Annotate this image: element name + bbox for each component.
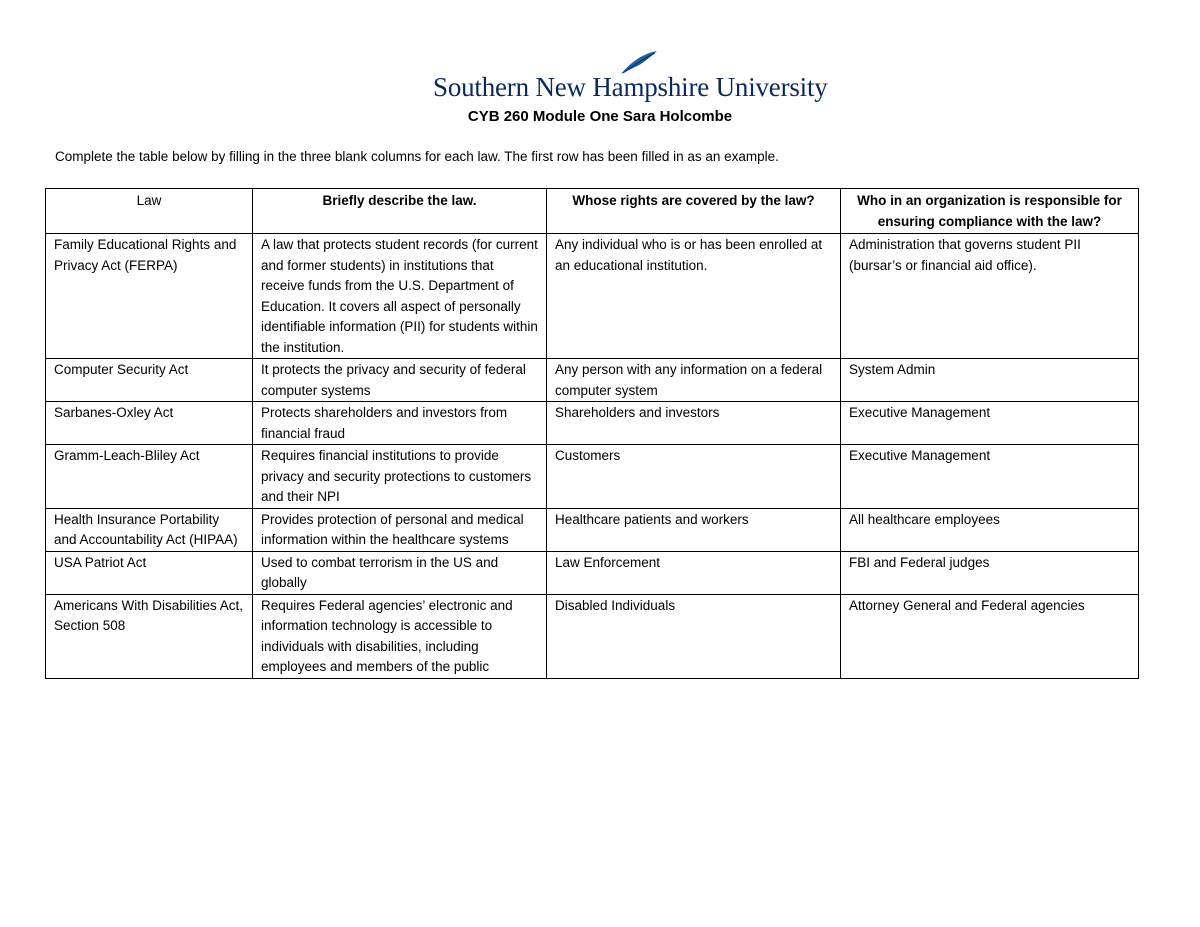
description-cell: Provides protection of personal and medical information within the healthcare systems	[253, 508, 547, 551]
header-rights: Whose rights are covered by the law?	[547, 189, 841, 234]
law-cell: Family Educational Rights and Privacy Act (FERPA)	[46, 234, 253, 359]
instructions-text: Complete the table below by filling in the three blank columns for each law. The first row has been filled in as an example.	[55, 149, 779, 164]
header-law: Law	[46, 189, 253, 234]
description-cell: Requires Federal agencies’ electronic and information technology is accessible to individuals with disabilities, including employees and members of the public	[253, 594, 547, 678]
responsible-cell: Attorney General and Federal agencies	[841, 594, 1139, 678]
responsible-cell: Executive Management	[841, 445, 1139, 509]
table-row	[46, 402, 1139, 445]
table-row	[46, 508, 1139, 551]
law-cell: USA Patriot Act	[46, 551, 253, 594]
laws-table	[45, 188, 1139, 679]
law-cell: Health Insurance Portability and Accountability Act (HIPAA)	[46, 508, 253, 551]
description-cell: Used to combat terrorism in the US and globally	[253, 551, 547, 594]
rights-cell: Law Enforcement	[547, 551, 841, 594]
responsible-cell: All healthcare employees	[841, 508, 1139, 551]
rights-cell: Disabled Individuals	[547, 594, 841, 678]
rights-cell: Any individual who is or has been enrolled at an educational institution.	[547, 234, 841, 359]
responsible-cell: FBI and Federal judges	[841, 551, 1139, 594]
document-title: CYB 260 Module One Sara Holcombe	[467, 108, 733, 125]
table-row	[46, 234, 1139, 359]
header-description: Briefly describe the law.	[253, 189, 547, 234]
table-row	[46, 594, 1139, 678]
description-cell: Requires financial institutions to provide privacy and security protections to customers and their NPI	[253, 445, 547, 509]
description-cell: Protects shareholders and investors from financial fraud	[253, 402, 547, 445]
rights-cell: Healthcare patients and workers	[547, 508, 841, 551]
table-row	[46, 445, 1139, 509]
responsible-cell: Administration that governs student PII (bursar’s or financial aid office).	[841, 234, 1139, 359]
university-logo	[433, 50, 828, 106]
rights-cell: Shareholders and investors	[547, 402, 841, 445]
rights-cell: Customers	[547, 445, 841, 509]
law-cell: Sarbanes-Oxley Act	[46, 402, 253, 445]
responsible-cell: System Admin	[841, 359, 1139, 402]
law-cell: Computer Security Act	[46, 359, 253, 402]
law-cell: Americans With Disabilities Act, Section 508	[46, 594, 253, 678]
header-responsible: Who in an organization is responsible for ensuring compliance with the law?	[841, 189, 1139, 234]
table-header-row	[46, 189, 1139, 234]
table-row	[46, 359, 1139, 402]
table-row	[46, 551, 1139, 594]
responsible-cell: Executive Management	[841, 402, 1139, 445]
description-cell: It protects the privacy and security of federal computer systems	[253, 359, 547, 402]
description-cell: A law that protects student records (for current and former students) in institutions that receive funds from the U.S. Department of Education. It covers all aspect of personally identifiable information (PII) for students within the institution.	[253, 234, 547, 359]
university-name: Southern New Hampshire University	[433, 72, 828, 102]
rights-cell: Any person with any information on a federal computer system	[547, 359, 841, 402]
law-cell: Gramm-Leach-Bliley Act	[46, 445, 253, 509]
